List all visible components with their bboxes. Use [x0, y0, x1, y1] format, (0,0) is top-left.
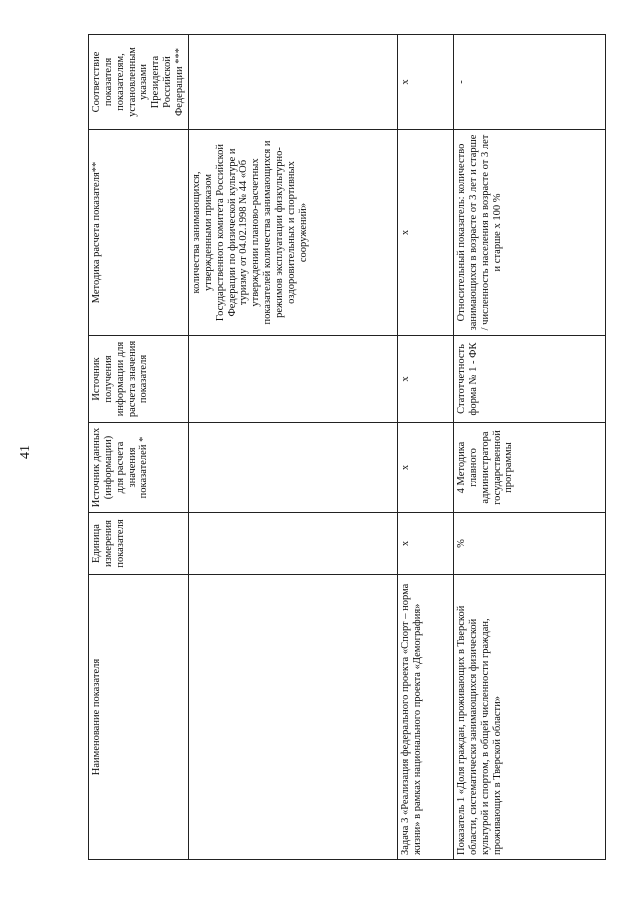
cell-source-data: 4 Методика главного администратора государственной программы [454, 423, 606, 513]
table-row [398, 35, 454, 860]
cell-decrees: х [398, 35, 454, 130]
indicators-table [88, 34, 606, 860]
cell-name [189, 575, 398, 860]
cell-unit [189, 513, 398, 575]
cell-method: Относительный показатель: количество занимающихся в возрасте от 3 лет и старше / численность населения в возрасте от 3 лет и старше х 100 % [454, 130, 606, 336]
header-source-info: Источник получения информации для расчета значения показателя [89, 336, 189, 423]
header-method: Методика расчета показателя** [89, 130, 189, 336]
page-number: 41 [18, 445, 33, 459]
cell-unit: х [398, 513, 454, 575]
header-source-data: Источник данных (информации) для расчета значения показателей * [89, 423, 189, 513]
header-row [89, 35, 189, 860]
cell-source-data [189, 423, 398, 513]
cell-name: Задача 3 «Реализация федерального проекта «Спорт – норма жизни» в рамках национального проекта «Демография» [398, 575, 454, 860]
rotated-table-container [88, 35, 605, 860]
cell-source-data: х [398, 423, 454, 513]
cell-decrees: - [454, 35, 606, 130]
cell-source-info: х [398, 336, 454, 423]
table-row [454, 35, 606, 860]
cell-method: х [398, 130, 454, 336]
header-decrees: Соответствие показателя показателям, установленным указами Президента Российской Федерации *** [89, 35, 189, 130]
cell-decrees [189, 35, 398, 130]
cell-source-info: Статотчетность форма № 1 - ФК [454, 336, 606, 423]
cell-source-info [189, 336, 398, 423]
header-name: Наименование показателя [89, 575, 189, 860]
cell-method: количества занимающихся, утвержденными приказом Государственного комитета Российской Федерации по физической культуре и туризму от 04.02.1998 № 44 «Об утверждении планово-расчетных показателей количества занимающихся и режимов эксплуатации физкультурно-оздоровительных и спортивных сооружений» [189, 130, 398, 336]
header-unit: Единица измерения показателя [89, 513, 189, 575]
table-row [189, 35, 398, 860]
cell-name: Показатель 1 «Доля граждан, проживающих в Тверской области, систематически занимающихся физической культурой и спортом, в общей численности граждан, проживающих в Тверской области» [454, 575, 606, 860]
cell-unit: % [454, 513, 606, 575]
